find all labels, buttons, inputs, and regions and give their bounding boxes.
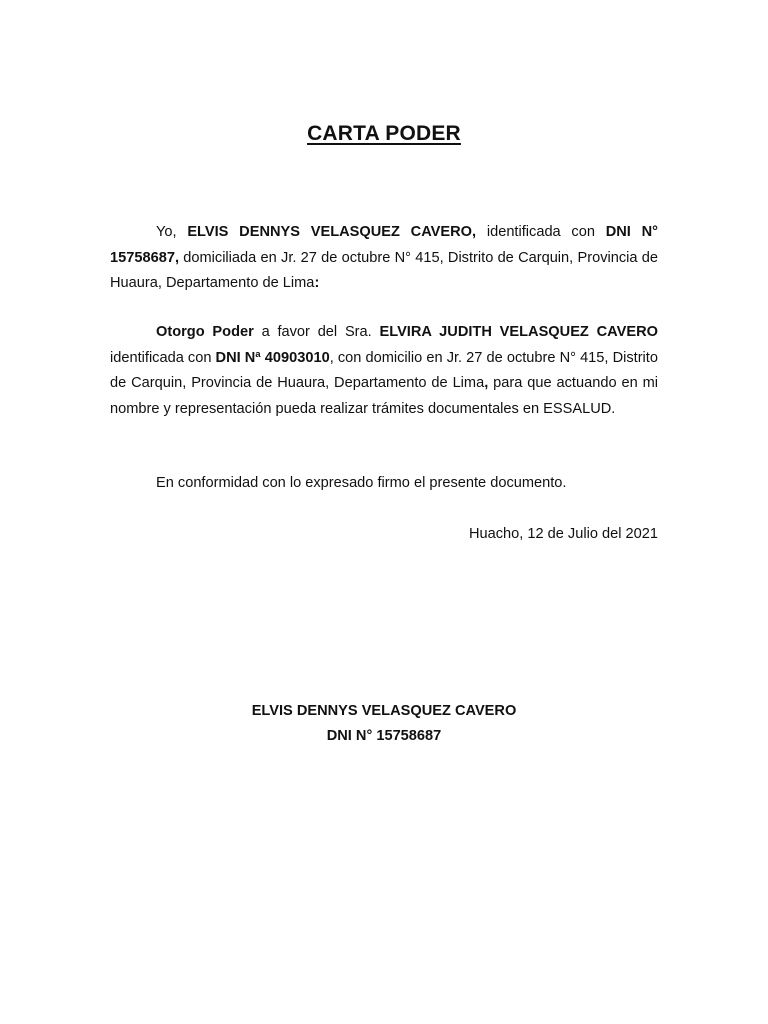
text-run: Yo,: [156, 224, 188, 240]
text-run: identificada con: [476, 224, 606, 240]
paragraph-conformity: En conformidad con lo expresado firmo el presente documento.: [156, 475, 567, 491]
text-run: a favor del Sra.: [253, 324, 380, 340]
text-run: identificada con: [110, 349, 216, 366]
text-run: para que actuando en mi nombre y representación pueda realizar trámites documentales en ESSALUD.: [110, 375, 658, 417]
attorney-dni: DNI Nª 40903010: [215, 349, 330, 366]
text-run-bold: :: [314, 275, 320, 291]
signature-name: ELVIS DENNYS VELASQUEZ CAVERO: [251, 703, 517, 719]
grantor-name: ELVIS DENNYS VELASQUEZ CAVERO,: [187, 224, 477, 240]
grantor-dni: DNI N° 15758687: [110, 224, 658, 266]
date-line: Huacho, 12 de Julio del 2021: [468, 526, 658, 542]
paragraph-grant: [110, 320, 658, 422]
paragraph-identity: [110, 220, 658, 297]
grant-phrase: Otorgo Poder: [156, 324, 254, 340]
document-title: CARTA PODER: [307, 122, 461, 145]
attorney-name: ELVIRA JUDITH VELASQUEZ CAVERO: [379, 324, 658, 340]
text-run-bold: ,: [484, 375, 489, 391]
text-run-bold: ,: [174, 249, 179, 266]
text-run: domiciliada en Jr. 27 de octubre N° 415, Distrito de Carquin, Provincia de Huaura, Departamento de Lima: [110, 249, 658, 291]
text-run: , con domicilio en Jr. 27 de octubre N° 415, Distrito de Carquin, Provincia de Huaura, Departamento de Lima: [110, 349, 658, 391]
signature-dni: DNI N° 15758687: [326, 728, 442, 744]
